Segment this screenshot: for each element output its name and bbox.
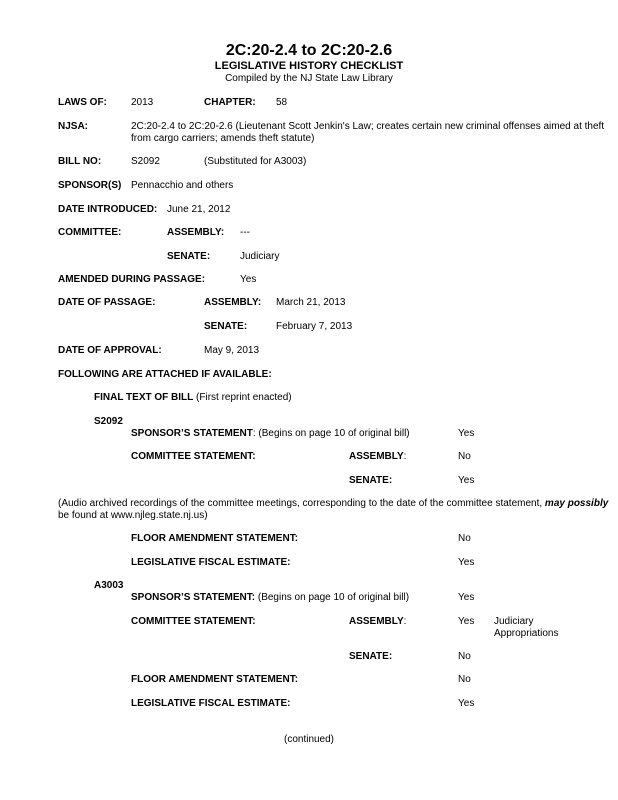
a3003-committee-label: COMMITTEE STATEMENT: bbox=[131, 616, 256, 627]
sponsors-label: SPONSOR(S) bbox=[58, 180, 122, 191]
laws-of-label: LAWS OF: bbox=[58, 97, 107, 108]
amended-label: AMENDED DURING PASSAGE: bbox=[58, 274, 206, 285]
a3003-sponsor-row bbox=[131, 592, 409, 604]
a3003-assembly-committee-1: Judiciary bbox=[494, 616, 534, 627]
a3003-floor-label: FLOOR AMENDMENT STATEMENT: bbox=[131, 674, 299, 685]
s2092-sponsor-note: : (Begins on page 10 of original bill) bbox=[252, 428, 410, 439]
passage-assembly-label: ASSEMBLY: bbox=[204, 297, 262, 308]
s2092-fiscal-label: LEGISLATIVE FISCAL ESTIMATE: bbox=[131, 557, 291, 568]
date-introduced-label: DATE INTRODUCED: bbox=[58, 204, 158, 215]
s2092-senate-label: SENATE: bbox=[349, 475, 393, 486]
passage-senate-label: SENATE: bbox=[204, 321, 248, 332]
s2092-bill-label: S2092 bbox=[94, 416, 123, 427]
a3003-senate-value: No bbox=[458, 651, 471, 662]
a3003-fiscal-value: Yes bbox=[458, 698, 475, 709]
passage-assembly-value: March 21, 2013 bbox=[276, 297, 346, 308]
s2092-assembly-row bbox=[349, 451, 406, 463]
audio-note-line2: be found at www.njleg.state.nj.us) bbox=[58, 510, 208, 521]
amended-value: Yes bbox=[240, 274, 257, 285]
a3003-assembly-row bbox=[349, 616, 406, 628]
committee-senate-label: SENATE: bbox=[167, 251, 211, 262]
a3003-assembly-colon: : bbox=[403, 616, 407, 627]
chapter-value: 58 bbox=[276, 97, 288, 108]
bill-no-value: S2092 bbox=[131, 156, 160, 167]
audio-note-emphasis: may possibly bbox=[544, 498, 609, 509]
final-text-note: (First reprint enacted) bbox=[196, 392, 292, 403]
sponsors-value: Pennacchio and others bbox=[131, 180, 234, 191]
s2092-assembly-colon: : bbox=[403, 451, 407, 462]
s2092-floor-value: No bbox=[458, 533, 471, 544]
a3003-fiscal-label: LEGISLATIVE FISCAL ESTIMATE: bbox=[131, 698, 291, 709]
a3003-sponsor-label: SPONSOR’S STATEMENT: bbox=[131, 592, 256, 603]
page-subtitle: LEGISLATIVE HISTORY CHECKLIST bbox=[214, 60, 404, 72]
a3003-floor-value: No bbox=[458, 674, 471, 685]
compiled-by: Compiled by the NJ State Law Library bbox=[225, 73, 393, 84]
a3003-assembly-committee-2: Appropriations bbox=[494, 628, 559, 639]
page-title: 2C:20-2.4 to 2C:20-2.6 bbox=[225, 42, 393, 59]
committee-senate-value: Judiciary bbox=[240, 251, 280, 262]
a3003-senate-label: SENATE: bbox=[349, 651, 393, 662]
s2092-sponsor-row bbox=[131, 428, 410, 440]
bill-no-label: BILL NO: bbox=[58, 156, 102, 167]
njsa-label: NJSA: bbox=[58, 121, 89, 132]
date-of-approval-label: DATE OF APPROVAL: bbox=[58, 345, 162, 356]
committee-label: COMMITTEE: bbox=[58, 227, 122, 238]
a3003-assembly-label: ASSEMBLY bbox=[349, 616, 404, 627]
audio-note-line1 bbox=[58, 498, 608, 510]
s2092-sponsor-value: Yes bbox=[458, 428, 475, 439]
a3003-assembly-value: Yes bbox=[458, 616, 475, 627]
s2092-fiscal-value: Yes bbox=[458, 557, 475, 568]
date-introduced-value: June 21, 2012 bbox=[167, 204, 231, 215]
a3003-bill-label: A3003 bbox=[94, 580, 124, 591]
njsa-line2: from cargo carriers; amends theft statute) bbox=[131, 133, 315, 144]
njsa-line1: 2C:20-2.4 to 2C:20-2.6 (Lieutenant Scott Jenkin's Law; creates certain new criminal offenses aimed at theft bbox=[131, 121, 605, 132]
passage-senate-value: February 7, 2013 bbox=[276, 321, 353, 332]
laws-of-value: 2013 bbox=[131, 97, 154, 108]
s2092-committee-label: COMMITTEE STATEMENT: bbox=[131, 451, 256, 462]
chapter-label: CHAPTER: bbox=[204, 97, 256, 108]
a3003-sponsor-value: Yes bbox=[458, 592, 475, 603]
s2092-senate-value: Yes bbox=[458, 475, 475, 486]
bill-no-note: (Substituted for A3003) bbox=[204, 156, 307, 167]
audio-note-text: (Audio archived recordings of the committee meetings, corresponding to the date of the committee statement, bbox=[58, 498, 543, 509]
date-of-approval-value: May 9, 2013 bbox=[204, 345, 260, 356]
committee-assembly-label: ASSEMBLY: bbox=[167, 227, 225, 238]
final-text-row bbox=[94, 392, 292, 404]
date-of-passage-label: DATE OF PASSAGE: bbox=[58, 297, 156, 308]
attached-heading: FOLLOWING ARE ATTACHED IF AVAILABLE: bbox=[58, 369, 272, 380]
final-text-label: FINAL TEXT OF BILL bbox=[94, 392, 194, 403]
s2092-sponsor-label: SPONSOR’S STATEMENT bbox=[131, 428, 253, 439]
s2092-assembly-label: ASSEMBLY bbox=[349, 451, 404, 462]
committee-assembly-value: --- bbox=[240, 227, 250, 238]
continued-note: (continued) bbox=[283, 734, 335, 745]
s2092-floor-label: FLOOR AMENDMENT STATEMENT: bbox=[131, 533, 299, 544]
a3003-sponsor-note: (Begins on page 10 of original bill) bbox=[257, 592, 410, 603]
s2092-assembly-value: No bbox=[458, 451, 471, 462]
